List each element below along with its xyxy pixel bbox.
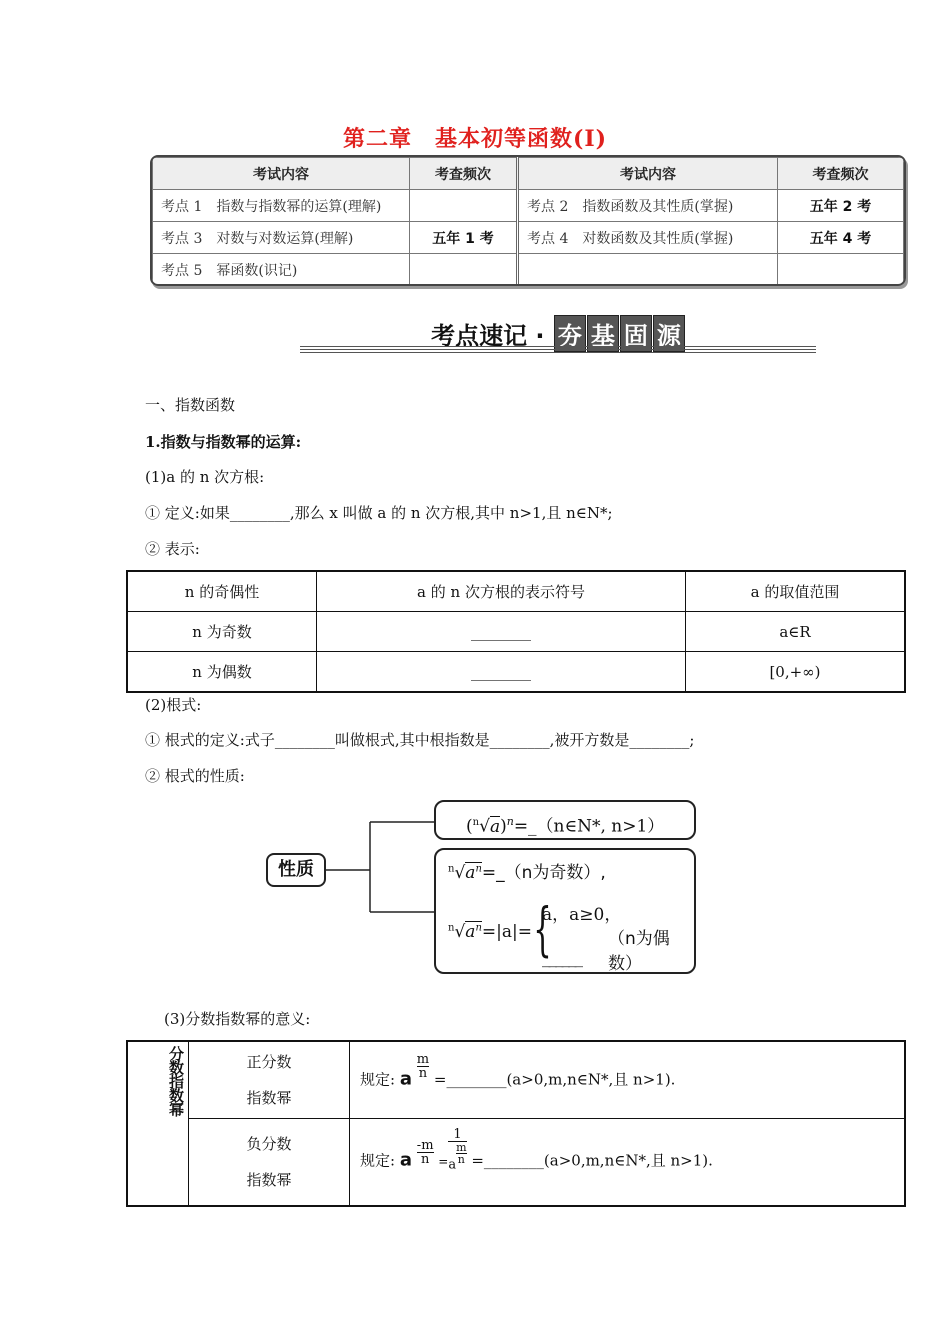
- radicand: $a^n$: [465, 863, 482, 883]
- banner-divider: [300, 346, 816, 347]
- header-cell: a 的取值范围: [686, 571, 906, 612]
- table-row: [127, 612, 905, 652]
- base: a: [399, 1068, 412, 1089]
- table-cell: n 为奇数: [127, 612, 317, 652]
- exam-frequency-table: [150, 155, 906, 286]
- label-line: 正分数: [246, 1053, 292, 1071]
- root-index: n: [448, 863, 455, 875]
- banner-divider: [300, 349, 816, 350]
- formula-tail: =_（n∈N*, n>1）: [513, 816, 665, 837]
- table-header-row: [127, 571, 905, 612]
- case-even-note: （n为偶数）: [608, 929, 670, 974]
- header-cell: n 的奇偶性: [127, 571, 317, 612]
- label-line: 负分数: [246, 1135, 292, 1153]
- table-cell: n 为偶数: [127, 652, 317, 693]
- radical-icon: √: [454, 922, 466, 942]
- radical-icon: √: [479, 816, 490, 837]
- property-box-top: $(^n√a)^n=\_(n\in N*$, n>1）: [434, 800, 696, 840]
- fraction-exponent: $\frac{m}{n}$: [416, 1051, 430, 1081]
- text-line: ② 根式的性质:: [145, 767, 245, 785]
- blank-cell: ________: [317, 652, 686, 693]
- formula-tail: =_（n为奇数）,: [481, 863, 606, 883]
- fraction-exponent-table: [126, 1040, 906, 1207]
- table-row: [153, 222, 904, 254]
- blank-cell: ________: [317, 612, 686, 652]
- table-row: [153, 190, 904, 222]
- text-line: ① 定义:如果________,那么 x 叫做 a 的 n 次方根,其中 n>1,且 n∈N*;: [145, 504, 613, 522]
- table-cell: 考点 1 指数与指数幂的运算(理解): [153, 190, 410, 222]
- definition-rest: =________(a>0,m,n∈N*,且 n>1).: [433, 1070, 676, 1088]
- table-cell: 考点 2 指数函数及其性质(掌握): [518, 190, 778, 222]
- banner-box: 基: [587, 315, 619, 352]
- negative-fraction-exponent: $\frac{-m}{n}$: [416, 1137, 434, 1167]
- table-cell: [0,+∞): [686, 652, 906, 693]
- table-cell: 考点 3 对数与对数运算(理解): [153, 222, 410, 254]
- reciprocal-fraction: 1 a $\frac{m}{n}$: [448, 1127, 467, 1173]
- text-line: (1)a 的 n 次方根:: [145, 468, 265, 486]
- definition-cell: [350, 1041, 906, 1119]
- table-row: [127, 1041, 905, 1119]
- banner-box: 源: [653, 315, 685, 352]
- table-row: [127, 1119, 905, 1207]
- table-row: [153, 254, 904, 286]
- property-node: 性质: [266, 853, 326, 887]
- table-cell: 五年 2 考: [778, 190, 904, 222]
- definition-prefix: 规定:: [360, 1152, 396, 1170]
- case-blank: ______: [542, 948, 581, 968]
- root-index: n: [448, 922, 455, 934]
- even-formula: [448, 922, 532, 942]
- table-cell: a∈R: [686, 612, 906, 652]
- exponent: n: [506, 815, 514, 828]
- radical-icon: √: [454, 863, 466, 883]
- root-index: n: [472, 817, 480, 828]
- banner-box: 固: [620, 315, 652, 352]
- header-cell: 考试内容: [518, 158, 778, 190]
- header-cell: 考查频次: [410, 158, 518, 190]
- definition-prefix: 规定:: [360, 1070, 396, 1088]
- side-header: 分数指数幂: [127, 1041, 189, 1206]
- table-cell: [410, 190, 518, 222]
- header-cell: 考试内容: [153, 158, 410, 190]
- table-cell: 五年 1 考: [410, 222, 518, 254]
- label-line: 指数幂: [246, 1171, 292, 1189]
- table-cell: 考点 4 对数函数及其性质(掌握): [518, 222, 778, 254]
- banner-divider: [300, 352, 816, 353]
- text-line: ① 根式的定义:式子________叫做根式,其中根指数是________,被开方数是________;: [145, 731, 695, 749]
- header-cell: a 的 n 次方根的表示符号: [317, 571, 686, 612]
- page-title: 第二章 基本初等函数(Ⅰ): [342, 126, 608, 152]
- text-line: (2)根式:: [145, 696, 202, 714]
- root-notation-table: [126, 570, 906, 693]
- odd-formula: [448, 858, 606, 883]
- definition-cell: 规定: a $\frac{-m}{n}$ = 1 a $\frac{m}{n}$ =________(a>0,m,n∈N*,且 n>1).: [350, 1119, 906, 1207]
- banner-box: 夯: [554, 315, 586, 352]
- table-cell: [518, 254, 778, 286]
- property-box-bottom: [434, 848, 696, 974]
- row-label: [189, 1041, 350, 1119]
- case-nonnegative: a，a≥0，: [542, 905, 622, 925]
- banner-label: 考点速记 ·: [431, 322, 553, 350]
- label-line: 指数幂: [246, 1089, 292, 1107]
- table-cell: 考点 5 幂函数(识记): [153, 254, 410, 286]
- base: a: [399, 1150, 412, 1171]
- radicand: $a^n$: [465, 922, 482, 942]
- header-cell: 考查频次: [778, 158, 904, 190]
- section-heading: 一、指数函数: [145, 396, 236, 414]
- row-label: [189, 1119, 350, 1207]
- text-line: (3)分数指数幂的意义:: [164, 1010, 311, 1028]
- abs-expression: =|a|=: [481, 922, 532, 942]
- subsection-heading: 1.指数与指数幂的运算:: [145, 433, 302, 451]
- definition-rest: =________(a>0,m,n∈N*,且 n>1).: [471, 1152, 713, 1170]
- brace-icon: {: [533, 895, 552, 963]
- table-cell: 五年 4 考: [778, 222, 904, 254]
- table-cell: [410, 254, 518, 286]
- radicand: a: [489, 816, 501, 837]
- table-header-row: [153, 158, 904, 190]
- text-line: ② 表示:: [145, 540, 200, 558]
- table-row: [127, 652, 905, 693]
- table-cell: [778, 254, 904, 286]
